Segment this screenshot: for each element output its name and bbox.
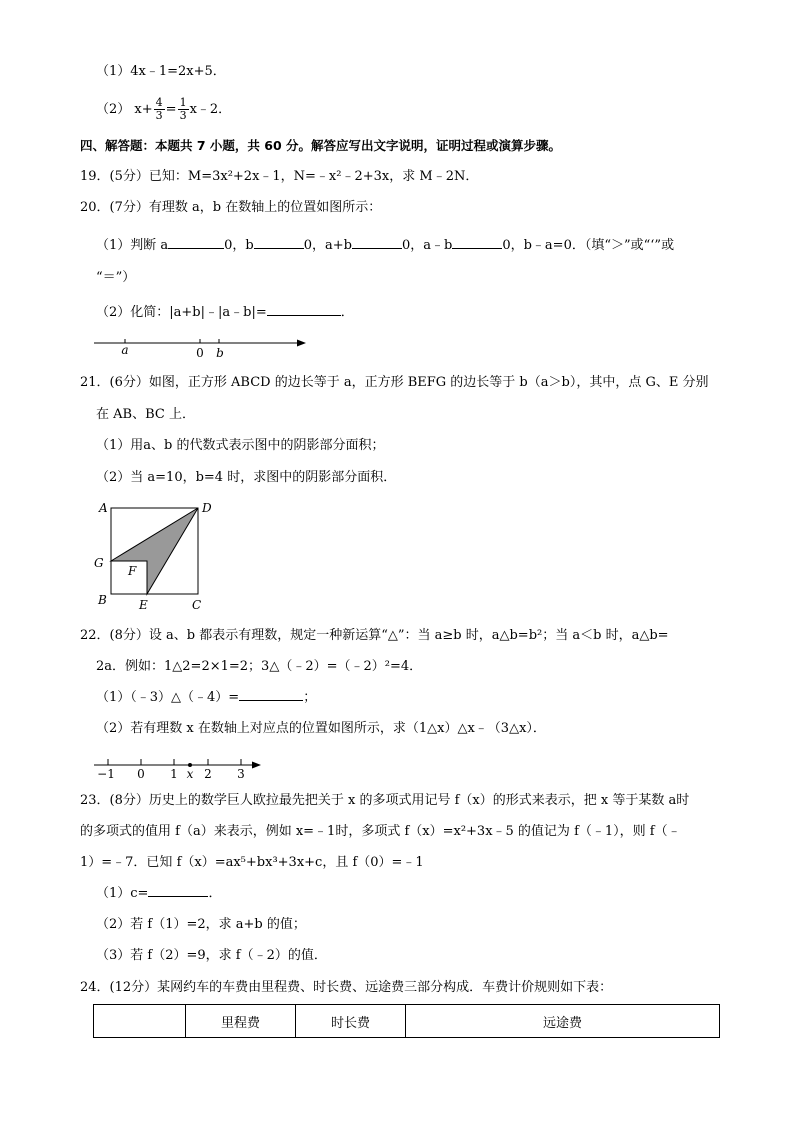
- axis-label-0: 0: [196, 346, 204, 360]
- question-23-part-2: （2）若 f（1）=2，求 a+b 的值；: [96, 917, 306, 932]
- vertex-label-E: E: [139, 598, 148, 612]
- question-19: 19．(5分）已知：M=3x²+2x﹣1，N=﹣x²﹣2+3x，求 M﹣2N．: [80, 169, 479, 184]
- shaded-region: [111, 508, 198, 594]
- fraction-1-3: [178, 97, 189, 122]
- section-heading: 四、解答题：本题共 7 小题，共 60 分。解答应写出文字说明，证明过程或演算步骤。: [80, 138, 562, 153]
- table-header-cell: 远途费: [406, 1005, 720, 1038]
- question-21-stem-2: 在 AB、BC 上．: [96, 407, 195, 422]
- question-23-part-1: [96, 884, 221, 904]
- table-header-cell: 里程费: [186, 1005, 296, 1038]
- square-figure-21: [88, 496, 228, 616]
- answer-blank[interactable]: [352, 236, 402, 249]
- fraction-denominator: 3: [155, 109, 163, 122]
- fraction-numerator: 1: [179, 96, 187, 109]
- question-23-line-2: 的多项式的值用 f（a）来表示，例如 x=﹣1时，多项式 f（x）=x²+3x﹣5 的值记为 f（﹣1），则 f（﹣: [80, 824, 681, 839]
- axis-label-3: 3: [237, 767, 245, 781]
- q22-p1-text: （1）（﹣3）△（﹣4）=: [96, 690, 240, 705]
- axis-label-0: 0: [137, 767, 145, 781]
- answer-blank[interactable]: [452, 236, 502, 249]
- eq-item-2-prefix: （2）: [96, 102, 131, 117]
- vertex-label-B: B: [98, 593, 107, 607]
- question-22-stem-2: 2a．例如：1△2=2×1=2；3△（﹣2）=（﹣2）²=4．: [96, 659, 423, 674]
- eq-item-2-lhs: x+: [134, 102, 153, 117]
- axis-label-minus-1: −1: [97, 767, 115, 781]
- vertex-label-D: D: [202, 501, 212, 515]
- axis-label-2: 2: [204, 767, 212, 781]
- q20-p1-text-e: 0，b﹣a=0．（填“＞”或“‘”或: [502, 238, 675, 253]
- fraction-denominator: 3: [179, 109, 187, 122]
- q20-p1-text-d: 0，a﹣b: [402, 238, 453, 253]
- q23-p1-text: （1）c=: [96, 886, 149, 901]
- number-line-22: [94, 752, 274, 782]
- q23-p1-end: ．: [208, 886, 222, 901]
- q20-p1-text-a: （1）判断 a: [96, 238, 169, 253]
- question-22-part-2: （2）若有理数 x 在数轴上对应点的位置如图所示，求（1△x）△x﹣（3△x）．: [96, 721, 546, 736]
- question-20-part-1-cont: “＝”）: [96, 270, 136, 285]
- number-line-20: [94, 334, 314, 364]
- eq-item-1: （1）4x﹣1=2x+5．: [96, 64, 226, 79]
- question-22-part-1: [96, 688, 316, 708]
- q20-p1-text-c: 0，a+b: [303, 238, 352, 253]
- table-header-row: [94, 1005, 720, 1038]
- table-header-cell: 时长费: [296, 1005, 406, 1038]
- axis-label-b: b: [216, 346, 224, 360]
- vertex-label-F: F: [128, 564, 137, 578]
- eq-item-2-rhs: x﹣2．: [189, 102, 232, 117]
- q20-p2-end: ．: [340, 305, 354, 320]
- axis-label-1: 1: [170, 767, 178, 781]
- question-20-part-1: [96, 236, 674, 256]
- answer-blank[interactable]: [239, 688, 303, 701]
- q22-p1-end: ；: [303, 690, 317, 705]
- fraction-numerator: 4: [155, 96, 163, 109]
- axis-label-a: a: [121, 343, 129, 357]
- answer-blank[interactable]: [254, 236, 304, 249]
- eq-item-2: [96, 96, 231, 124]
- vertex-label-A: A: [99, 501, 108, 515]
- fee-table: [93, 1004, 720, 1038]
- question-23-part-3: （3）若 f（2）=9，求 f（﹣2）的值．: [96, 948, 327, 963]
- question-24-stem: 24．(12分）某网约车的车费由里程费、时长费、远途费三部分构成．车费计价规则如下表：: [80, 980, 613, 995]
- question-21-stem-1: 21．(6分）如图，正方形 ABCD 的边长等于 a，正方形 BEFG 的边长等于 b（a＞b），其中，点 G、E 分别: [80, 375, 709, 390]
- answer-blank[interactable]: [267, 303, 341, 316]
- eq-sign: =: [165, 102, 177, 117]
- axis-label-x: x: [186, 767, 194, 781]
- table-header-cell: [94, 1005, 186, 1038]
- question-23-line-3: 1）=﹣7．已知 f（x）=ax⁵+bx³+3x+c，且 f（0）=﹣1: [80, 855, 424, 870]
- answer-blank[interactable]: [168, 236, 224, 249]
- question-23-line-1: 23．(8分）历史上的数学巨人欧拉最先把关于 x 的多项式用记号 f（x）的形式来表示，把 x 等于某数 a时: [80, 793, 690, 808]
- question-20-stem: 20．(7分）有理数 a，b 在数轴上的位置如图所示：: [80, 200, 382, 215]
- q20-p1-text-b: 0，b: [224, 238, 254, 253]
- answer-blank[interactable]: [148, 884, 208, 897]
- fraction-4-3: [154, 97, 165, 122]
- vertex-label-C: C: [192, 598, 202, 612]
- question-21-part-1: （1）用a、b 的代数式表示图中的阴影部分面积；: [96, 438, 385, 453]
- question-22-stem-1: 22．(8分）设 a、b 都表示有理数，规定一种新运算“△”：当 a≥b 时，a△b=b²；当 a＜b 时，a△b=: [80, 628, 669, 643]
- question-21-part-2: （2）当 a=10，b=4 时，求图中的阴影部分面积．: [96, 470, 397, 485]
- vertex-label-G: G: [94, 556, 104, 570]
- question-20-part-2: [96, 303, 354, 323]
- q20-p2-text: （2）化简：|a+b|﹣|a﹣b|=: [96, 305, 267, 320]
